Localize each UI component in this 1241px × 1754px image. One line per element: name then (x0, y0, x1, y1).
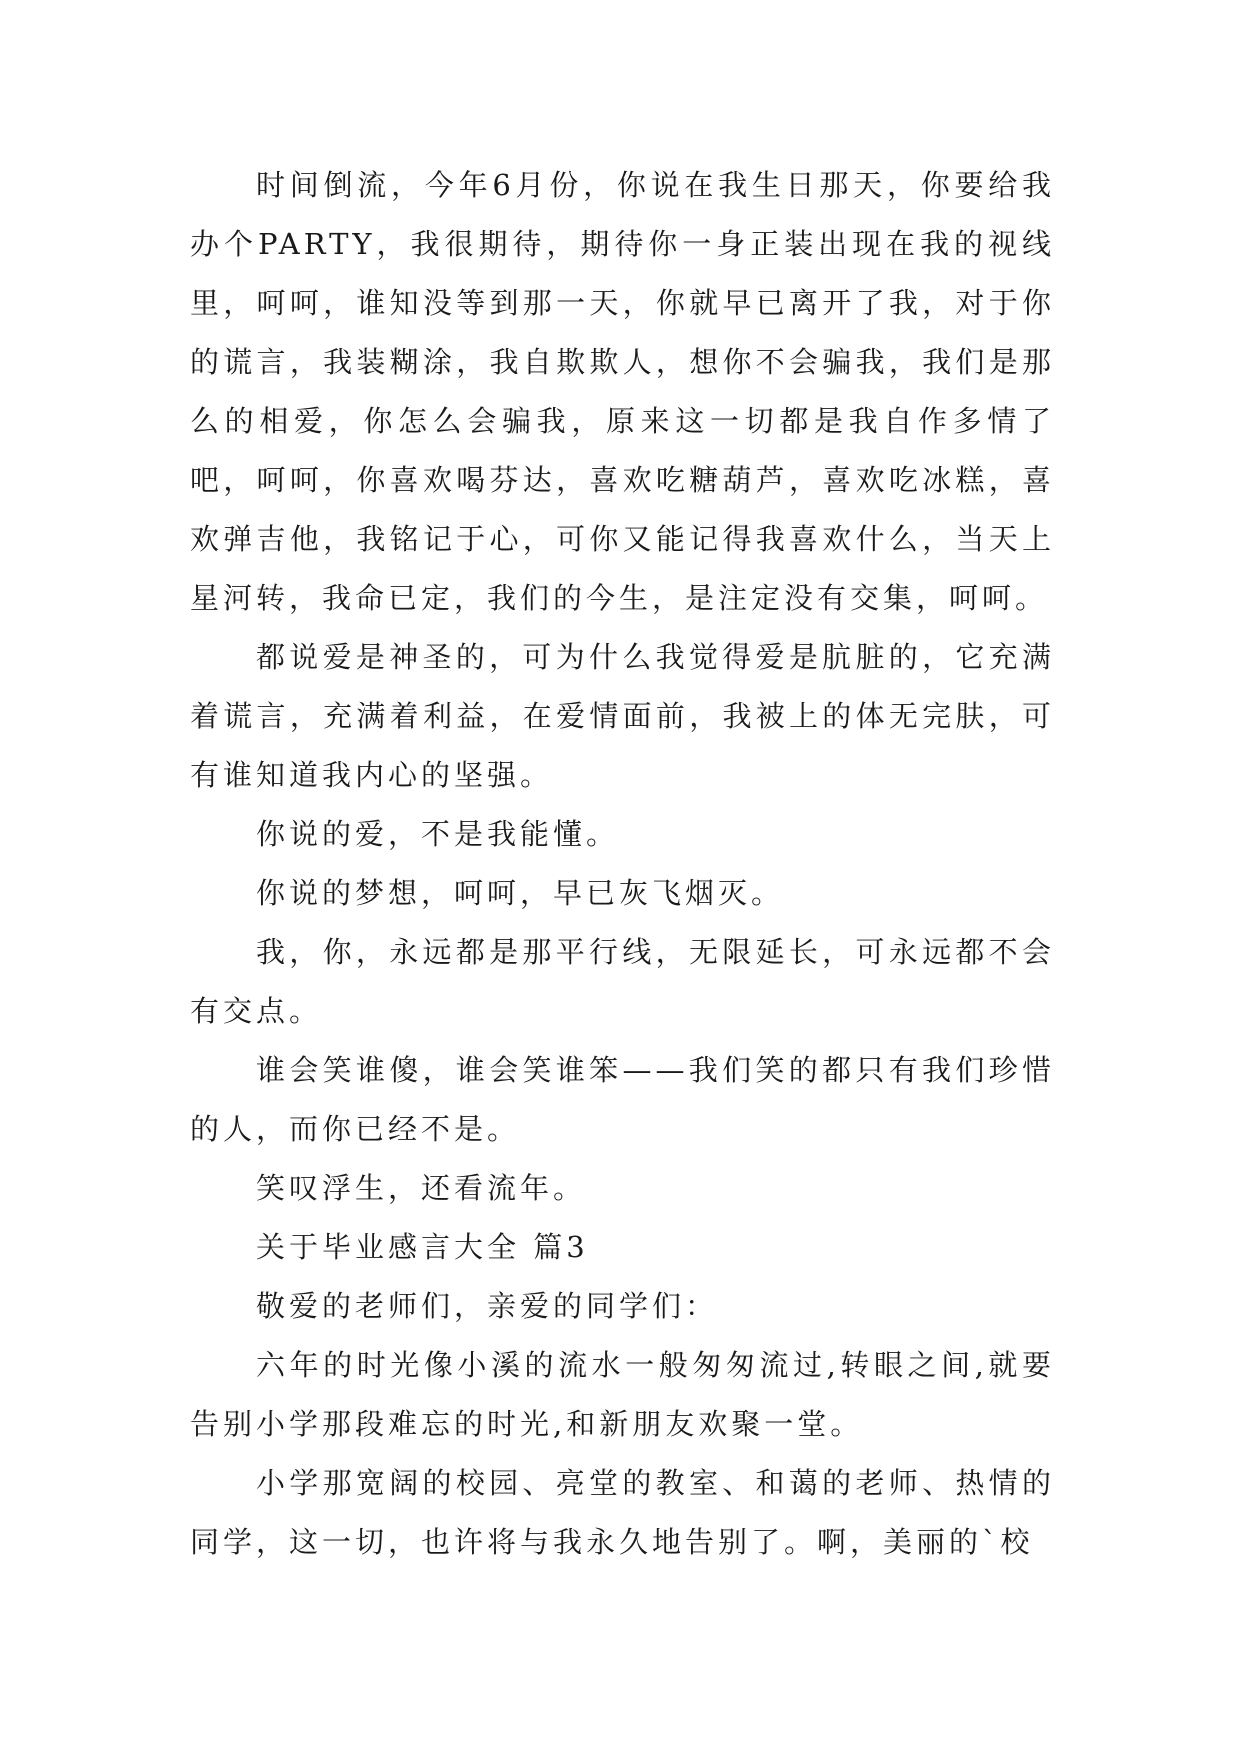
paragraph-4: 你说的梦想，呵呵，早已灰飞烟灭。 (256, 876, 785, 910)
salutation: 敬爱的老师们，亲爱的同学们： (256, 1289, 719, 1323)
paragraph-9: 小学那宽阔的校园、亮堂的教室、和蔼的老师、热情的同学，这一切，也许将与我永久地告别了。啊，美丽的`校 (190, 1466, 1055, 1559)
paragraph-8: 六年的时光像小溪的流水一般匆匆流过,转眼之间,就要告别小学那段难忘的时光,和新朋友欢聚一堂。 (190, 1348, 1055, 1441)
paragraph-5: 我，你，永远都是那平行线，无限延长，可永远都不会有交点。 (190, 935, 1055, 1028)
paragraph-2: 都说爱是神圣的，可为什么我觉得爱是肮脏的，它充满着谎言，充满着利益，在爱情面前，我被上的体无完肤，可有谁知道我内心的坚强。 (190, 640, 1055, 792)
paragraph-6: 谁会笑谁傻，谁会笑谁笨——我们笑的都只有我们珍惜的人，而你已经不是。 (190, 1053, 1055, 1146)
paragraph-3: 你说的爱，不是我能懂。 (256, 817, 620, 851)
paragraph-7: 笑叹浮生，还看流年。 (256, 1171, 587, 1205)
section-heading: 关于毕业感言大全 篇3 (256, 1230, 589, 1264)
paragraph-1: 时间倒流，今年6月份，你说在我生日那天，你要给我办个PARTY，我很期待，期待你一身正装出现在我的视线里，呵呵，谁知没等到那一天，你就早已离开了我，对于你的谎言，我装糊涂，我自欺欺人，想你不会骗我，我们是那么的相爱，你怎么会骗我，原来这一切都是我自作多情了吧，呵呵，你喜欢喝芬达，喜欢吃糖葫芦，喜欢吃冰糕，喜欢弹吉他，我铭记于心，可你又能记得我喜欢什么，当天上星河转，我命已定，我们的今生，是注定没有交集，呵呵。 (190, 168, 1055, 615)
document-body (190, 156, 1055, 1572)
